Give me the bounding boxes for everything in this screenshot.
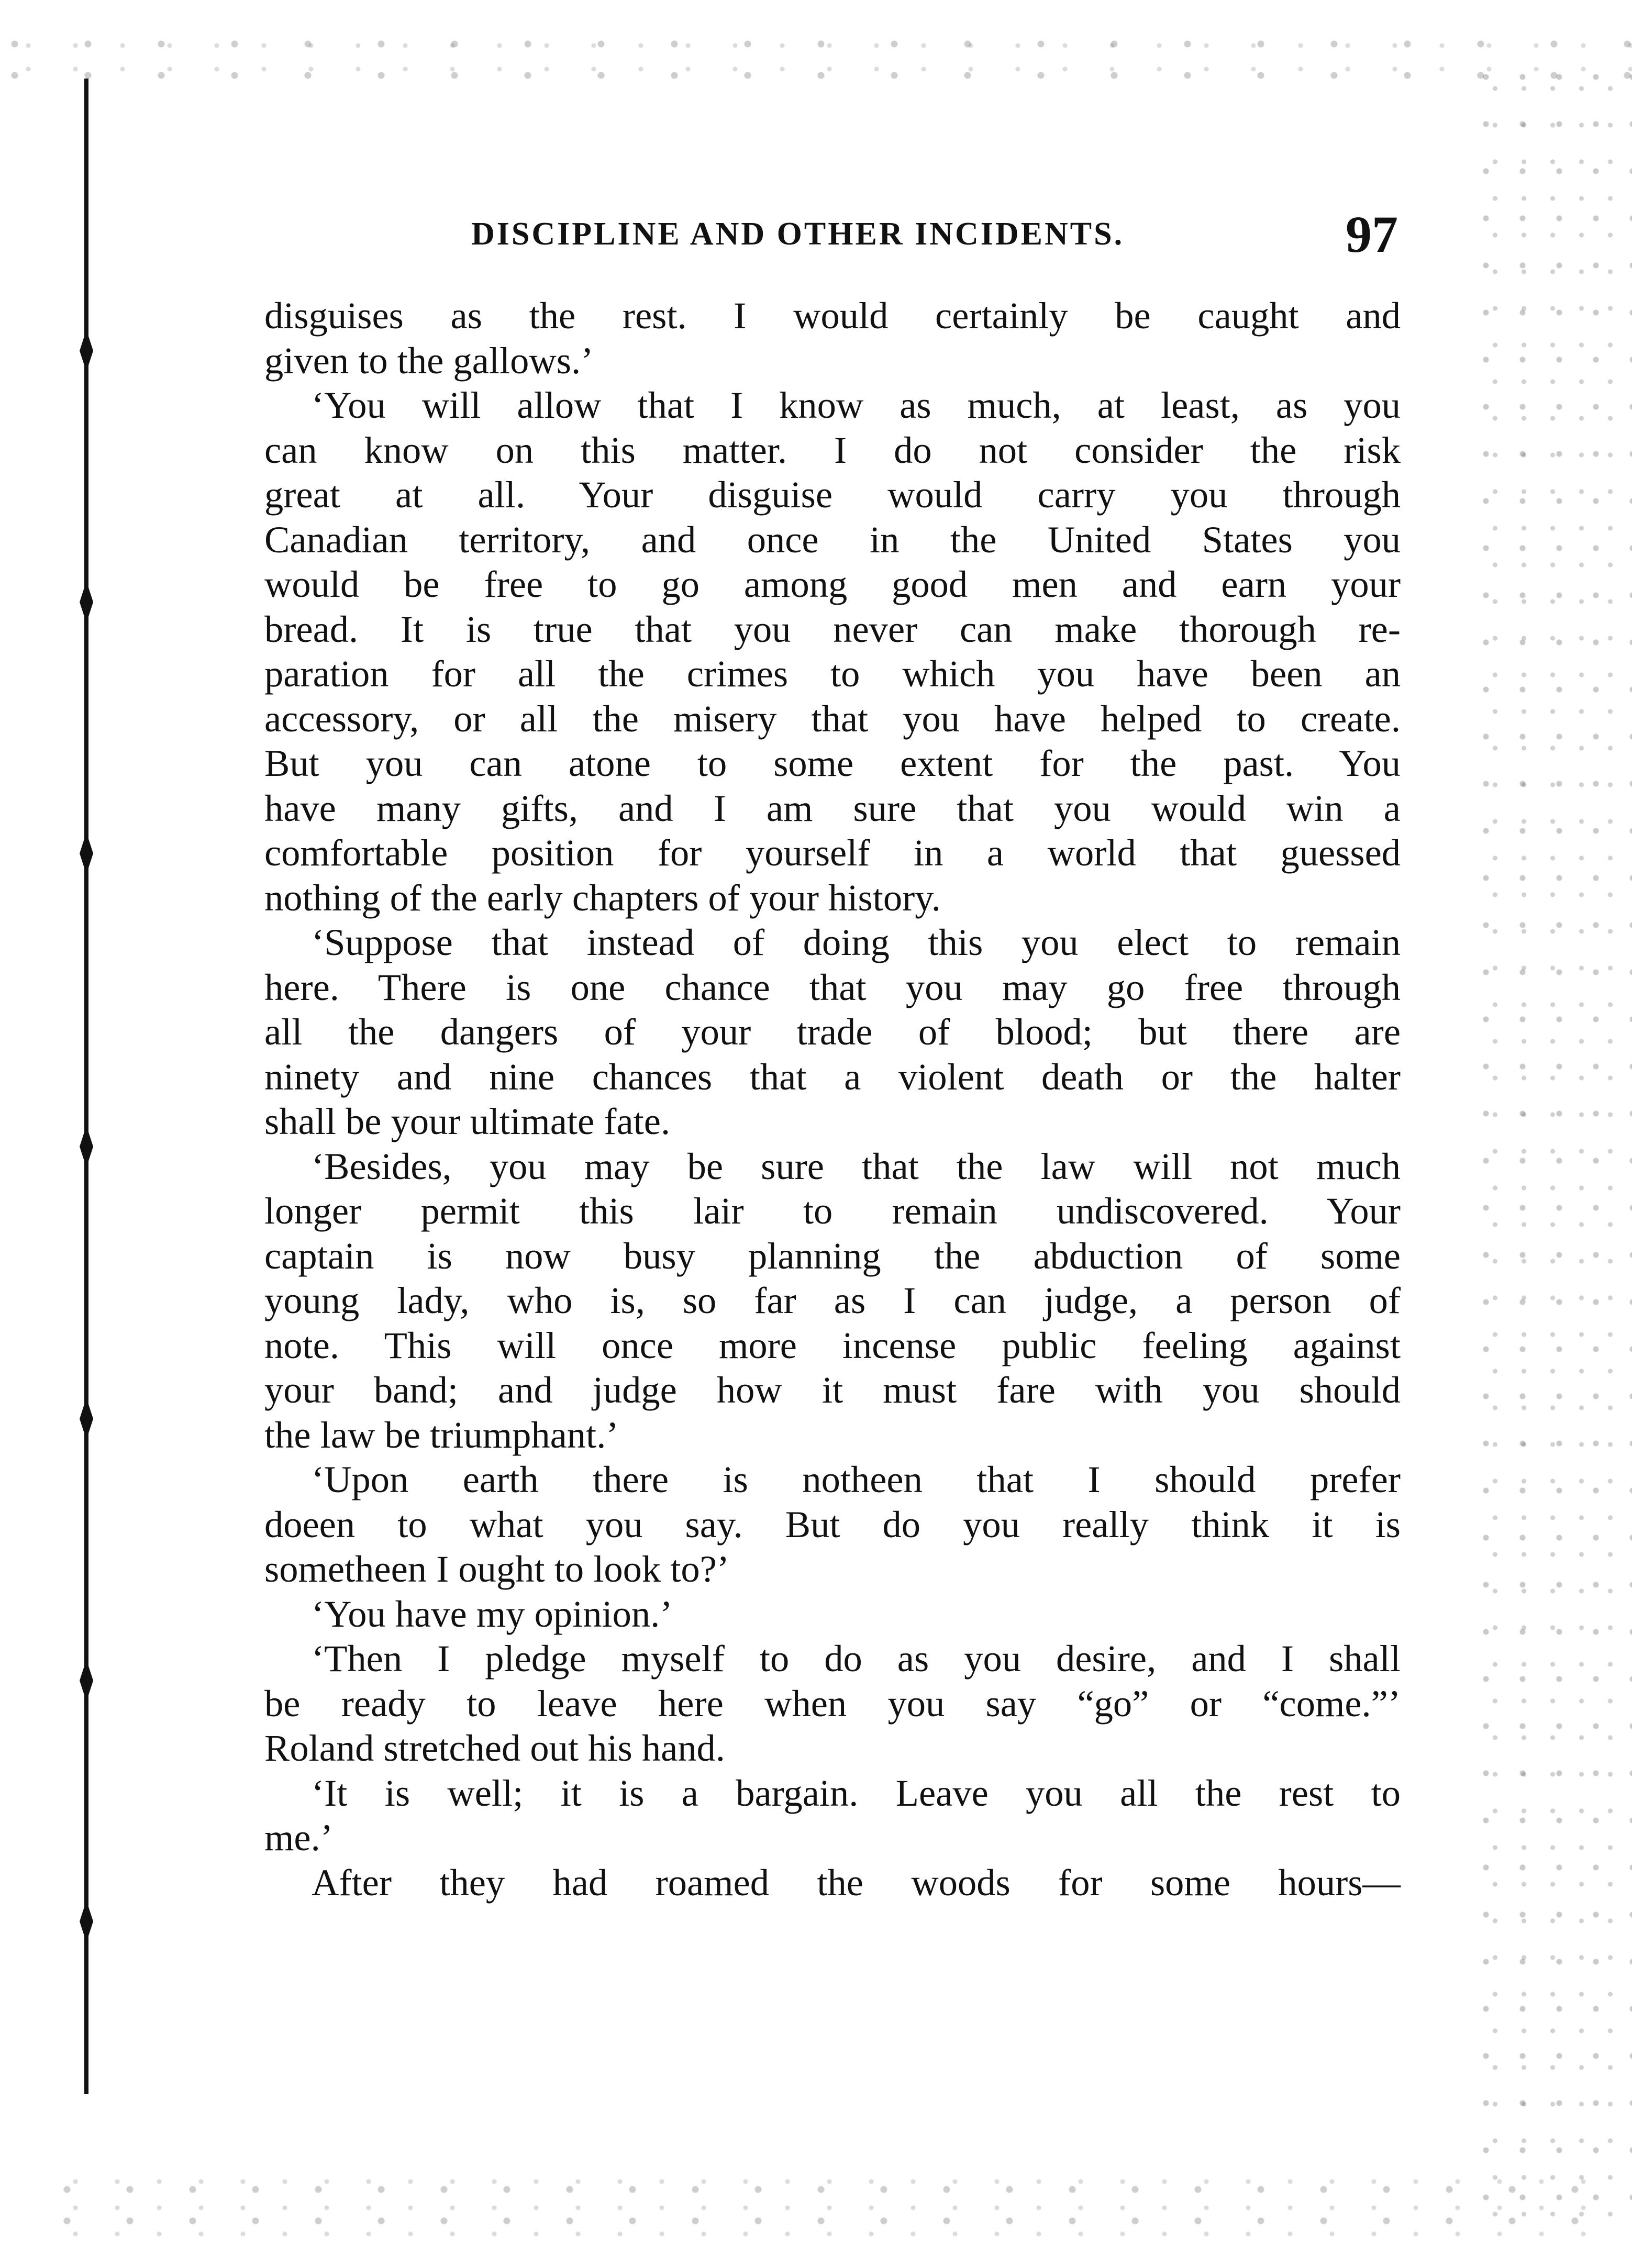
text-line: would be free to go among good men and earn your: [264, 563, 1401, 605]
text-line: ‘It is well; it is a bargain. Leave you all the rest to: [312, 1771, 1401, 1814]
text-line: After they had roamed the woods for some hours—: [312, 1861, 1401, 1904]
text-line: note. This will once more incense public feeling against: [264, 1324, 1401, 1366]
text-line: can know on this matter. I do not consider the risk: [264, 428, 1401, 471]
running-head: [272, 204, 1398, 262]
text-line: ‘You will allow that I know as much, at least, as you: [312, 384, 1401, 426]
text-line: young lady, who is, so far as I can judge, a person of: [264, 1279, 1401, 1321]
text-line: be ready to leave here when you say “go” or “come.”’: [264, 1682, 1401, 1725]
text-line: longer permit this lair to remain undiscovered. Your: [264, 1189, 1401, 1232]
text-line: given to the gallows.’: [264, 339, 594, 382]
scan-noise-right: [1475, 63, 1632, 2236]
text-line: the law be triumphant.’: [264, 1413, 619, 1456]
text-line: ‘Besides, you may be sure that the law will not much: [312, 1144, 1401, 1187]
text-line: doeen to what you say. But do you really think it is: [264, 1503, 1401, 1546]
body-text: [264, 293, 1401, 1905]
text-line: ‘Upon earth there is notheen that I should prefer: [312, 1458, 1401, 1500]
text-line: paration for all the crimes to which you have been an: [264, 652, 1401, 695]
text-line: ‘Then I pledge myself to do as you desire, and I shall: [312, 1637, 1401, 1680]
text-line: Roland stretched out his hand.: [264, 1727, 725, 1769]
text-line: great at all. Your disguise would carry you through: [264, 473, 1401, 516]
text-line: somethееn I ought to look to?’: [264, 1548, 729, 1590]
text-line: me.’: [264, 1816, 333, 1859]
text-line: accessory, or all the misery that you have helped to create.: [264, 697, 1401, 740]
text-line: Canadian territory, and once in the United States you: [264, 518, 1401, 561]
text-line: here. There is one chance that you may go free through: [264, 965, 1401, 1008]
text-line: bread. It is true that you never can make thorough re-: [264, 607, 1401, 650]
scan-noise-top: [0, 31, 1632, 89]
page-number: 97: [1346, 205, 1398, 263]
text-line: all the dangers of your trade of blood; but there are: [264, 1010, 1401, 1053]
text-line: shall be your ultimate fate.: [264, 1100, 671, 1142]
running-title: DISCIPLINE AND OTHER INCIDENTS.: [471, 216, 1125, 252]
text-line: have many gifts, and I am sure that you would win a: [264, 786, 1401, 829]
text-line: ‘You have my opinion.’: [312, 1592, 673, 1635]
text-line: captain is now busy planning the abduction of some: [264, 1234, 1401, 1277]
text-line: disguises as the rest. I would certainly be caught and: [264, 294, 1401, 337]
binding-thread-decoration: [79, 79, 94, 2094]
scan-noise-bottom: [42, 2174, 1613, 2242]
text-line: your band; and judge how it must fare with you should: [264, 1369, 1401, 1411]
text-line: ninety and nine chances that a violent death or the halter: [264, 1055, 1401, 1098]
text-line: nothing of the early chapters of your history.: [264, 876, 941, 919]
text-line: comfortable position for yourself in a world that guessed: [264, 831, 1401, 874]
text-line: ‘Suppose that instead of doing this you elect to remain: [312, 921, 1401, 963]
text-line: But you can atone to some extent for the past. You: [264, 742, 1401, 784]
